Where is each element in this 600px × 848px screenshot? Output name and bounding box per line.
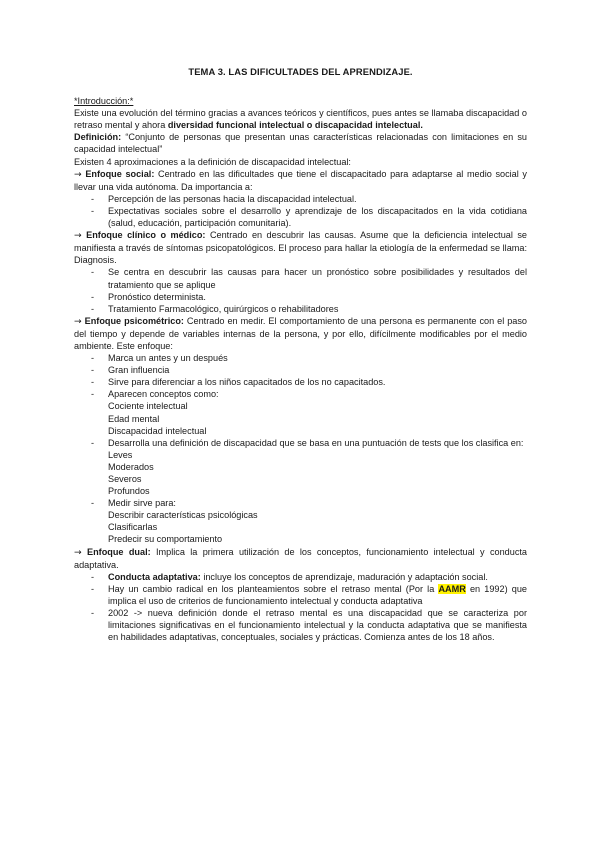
dual-label: Enfoque dual: [87,546,151,557]
arrow-icon: → [74,231,82,242]
measure-label: - Medir sirve para: [108,498,176,509]
concept: Discapacidad intelectual [108,425,207,436]
aamr-before: Hay un cambio radical en los planteamientos sobre el retraso mental (Por la [108,583,439,594]
dual-list [74,571,527,644]
concepts-label: - Aparecen conceptos como: [108,389,219,400]
page-title: TEMA 3. LAS DIFICULTADES DEL APRENDIZAJE. [188,66,413,77]
dual-text: Implica la primera utilización de los conceptos, funcionamiento intelectual y conducta adaptativa. [74,546,527,570]
list-item: - Expectativas sociales sobre el desarrollo y aprendizaje de los discapacitados en la vida cotidiana (salud, educación, participación comunitaria). [108,205,527,229]
measure-item [108,497,527,545]
score-level: Moderados [108,461,154,472]
intro-bold: diversidad funcional intelectual o discapacidad intelectual. [167,120,423,131]
intro-paragraph [74,107,527,131]
arrow-icon: → [74,316,82,327]
arrow-icon: → [74,169,82,180]
intro-heading: *Introducción:* [74,96,134,107]
intro-text: Existe una evolución del término gracias a avances teóricos y científicos, pues antes se llamaba discapacidad o retraso mental y ahora [74,108,527,131]
clinical-text: Centrado en descubrir las causas. Asume que la deficiencia intelectual se manifiesta a través de síntomas psicopatológicos. El proceso para hallar la etiología de la enfermedad se llama: Diagnosis. [74,230,527,266]
list-item: - Marca un antes y un después [108,352,527,364]
list-item: - Tratamiento Farmacológico, quirúrgicos o rehabilitadores [108,303,527,315]
score-level: Leves [108,449,133,460]
psychometric-label: Enfoque psicométrico: [84,315,184,326]
definition-text: “Conjunto de personas que presentan unas características relacionadas con limitaciones en su capacidad intelectual” [74,132,527,155]
list-item [108,571,527,583]
psychometric-approach [74,315,527,352]
clinical-label: Enfoque clínico o médico: [86,230,206,241]
aamr-after: en 1992) que implica el uso de criterios de funcionamiento intelectual y conducta adaptativa [108,583,528,606]
score-level: Profundos [108,486,150,497]
psychometric-text: Centrado en medir. El comportamiento de una persona es permanente con el paso del tiempo y depende de variables internas de la persona, y por ello, difícilmente modificables por el medio ambiente. Este enfoque: [74,315,527,351]
list-item: - Pronóstico determinista. [108,291,527,303]
adaptive-label: Conducta adaptativa: [108,571,201,582]
scores-label: - Desarrolla una definición de discapacidad que se basa en una puntuación de tests que los clasifica en: [108,437,524,448]
list-item: - Sirve para diferenciar a los niños capacitados de los no capacitados. [108,376,527,388]
list-item: - 2002 -> nueva definición donde el retraso mental es una discapacidad que se caracteriza por limitaciones significativas en el funcionamiento intelectual y la conducta adaptativa que se manifiesta en habilidades adaptativas, conceptuales, sociales y prácticas. Comienza antes de los 18 años. [108,607,527,643]
scores-item [108,437,527,497]
dual-approach [74,546,527,571]
approaches-intro: Existen 4 aproximaciones a la definición de discapacidad intelectual: [74,156,351,167]
list-item [108,583,527,607]
social-list [74,193,527,229]
concept: Edad mental [108,413,160,424]
concepts-item [108,388,527,436]
clinical-approach [74,229,527,266]
psychometric-list [74,352,527,546]
measure-purpose: Clasificarlas [108,522,158,533]
clinical-list [74,266,527,314]
list-item: - Percepción de las personas hacia la discapacidad intelectual. [108,193,527,205]
social-approach [74,168,527,193]
score-level: Severos [108,474,142,484]
definition-label: Definición: [74,132,122,143]
social-label: Enfoque social: [85,168,155,179]
arrow-icon: → [74,547,82,558]
adaptive-text: incluye los conceptos de aprendizaje, maduración y adaptación social. [200,571,488,582]
list-item: - Se centra en descubrir las causas para hacer un pronóstico sobre posibilidades y resultados del tratamiento que se aplique [108,266,527,290]
aamr-highlight: AAMR [438,583,466,594]
concept: Cociente intelectual [108,401,188,412]
measure-purpose: Describir características psicológicas [108,510,258,521]
list-item: - Gran influencia [108,364,527,376]
social-text: Centrado en las dificultades que tiene el discapacitado para adaptarse al medio social y llevar una vida autónoma. Da importancia a: [74,168,527,192]
measure-purpose: Predecir su comportamiento [108,534,223,545]
definition-paragraph [74,131,527,155]
